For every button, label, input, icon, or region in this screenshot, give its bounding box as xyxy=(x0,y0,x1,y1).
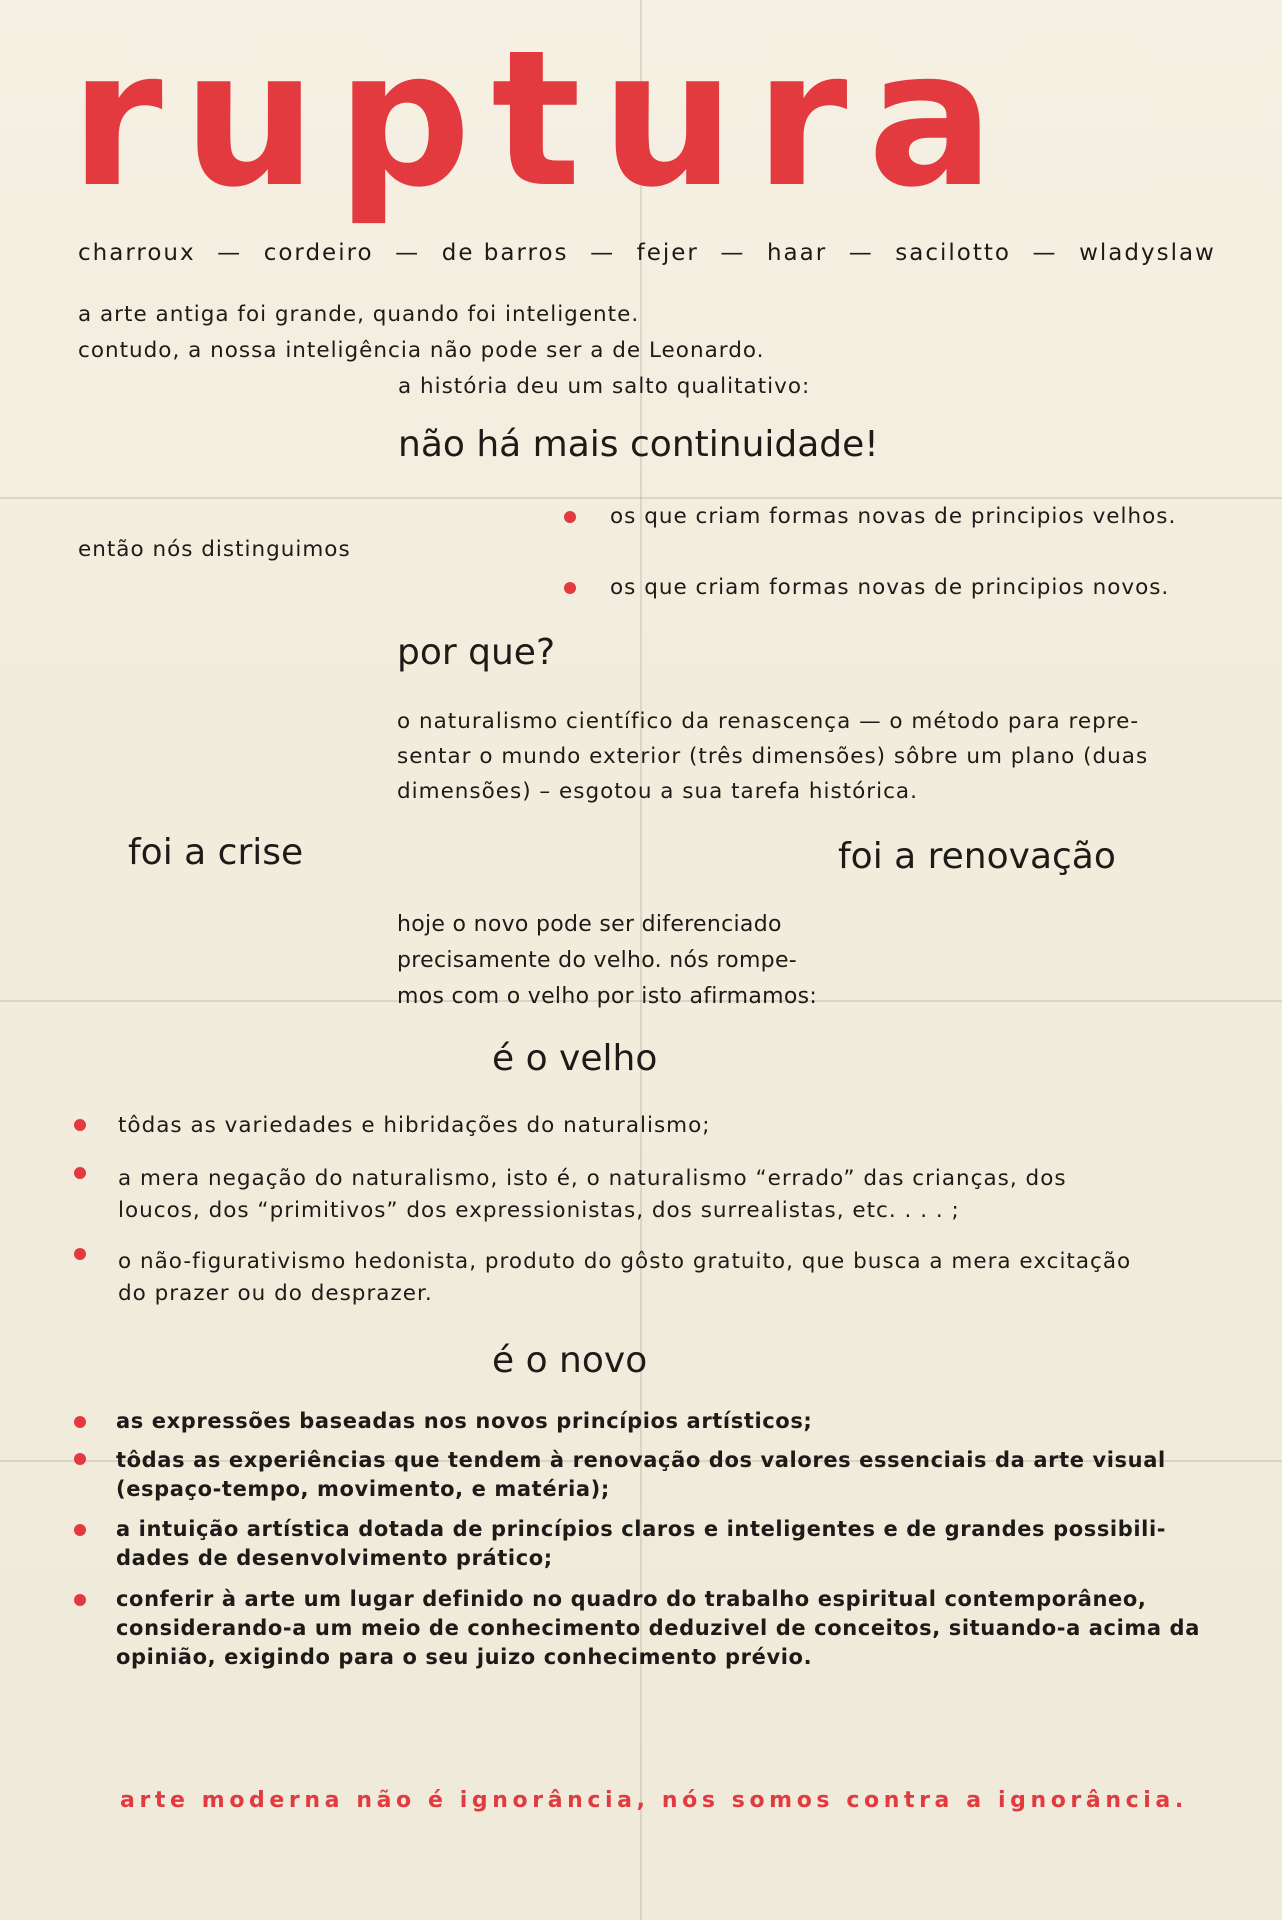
intro-line: contudo, a nossa inteligência não pode ser a de Leonardo. xyxy=(78,338,765,363)
artist-name: haar xyxy=(766,240,828,266)
artist-separator: — xyxy=(217,240,243,266)
new-item xyxy=(116,1446,1166,1504)
old-heading: é o velho xyxy=(492,1038,658,1079)
intro-line: a história deu um salto qualitativo: xyxy=(398,374,811,399)
artist-separator: — xyxy=(590,240,616,266)
artist-name: charroux xyxy=(78,240,196,266)
artist-separator: — xyxy=(1032,240,1058,266)
continuity-heading: não há mais continuidade! xyxy=(398,424,879,465)
old-item-line: o não-figurativismo hedonista, produto do gôsto gratuito, que busca a mera excitação xyxy=(118,1249,1132,1274)
artist-name: de barros xyxy=(441,240,569,266)
today-line: hoje o novo pode ser diferenciado xyxy=(397,912,782,937)
old-item xyxy=(118,1110,711,1142)
bullet-icon xyxy=(74,1524,86,1536)
why-line: o naturalismo científico da renascença — o método para repre- xyxy=(397,709,1140,734)
bullet-icon xyxy=(74,1167,86,1179)
new-item-line: dades de desenvolvimento prático; xyxy=(116,1546,553,1570)
intro-line: a arte antiga foi grande, quando foi inteligente. xyxy=(78,302,640,327)
distinguish-item: os que criam formas novas de principios velhos. xyxy=(610,504,1177,529)
new-item xyxy=(116,1585,1200,1672)
why-heading: por que? xyxy=(397,632,556,673)
old-item-line: loucos, dos “primitivos” dos expressionistas, dos surrealistas, etc. . . . ; xyxy=(118,1198,960,1223)
why-line: sentar o mundo exterior (três dimensões) sôbre um plano (duas xyxy=(397,744,1149,769)
bullet-icon xyxy=(564,582,576,594)
old-item-line: tôdas as variedades e hibridações do naturalismo; xyxy=(118,1113,711,1138)
bullet-icon xyxy=(74,1119,86,1131)
old-item xyxy=(118,1163,1067,1227)
artist-separator: — xyxy=(395,240,421,266)
artist-name: wladyslaw xyxy=(1079,240,1216,266)
new-item xyxy=(116,1515,1166,1573)
artist-name: fejer xyxy=(636,240,699,266)
footer-slogan: arte moderna não é ignorância, nós somos contra a ignorância. xyxy=(120,1788,1188,1813)
distinguish-label: então nós distinguimos xyxy=(78,537,351,562)
bullet-icon xyxy=(564,511,576,523)
new-item-line: considerando-a um meio de conhecimento deduzivel de conceitos, situando-a acima da xyxy=(116,1616,1200,1640)
why-line: dimensões) – esgotou a sua tarefa histórica. xyxy=(397,779,918,804)
artists-line xyxy=(78,240,1216,266)
today-line: mos com o velho por isto afirmamos: xyxy=(397,984,818,1009)
new-item-line: (espaço-tempo, movimento, e matéria); xyxy=(116,1477,610,1501)
artist-separator: — xyxy=(848,240,874,266)
distinguish-item: os que criam formas novas de principios novos. xyxy=(610,575,1170,600)
artist-name: cordeiro xyxy=(263,240,374,266)
bullet-icon xyxy=(74,1416,86,1428)
bullet-icon xyxy=(74,1453,86,1465)
new-item-line: as expressões baseadas nos novos princípios artísticos; xyxy=(116,1409,813,1433)
today-line: precisamente do velho. nós rompe- xyxy=(397,948,798,973)
new-item xyxy=(116,1405,812,1437)
crisis-heading: foi a crise xyxy=(128,832,304,873)
new-item-line: opinião, exigindo para o seu juizo conhecimento prévio. xyxy=(116,1645,813,1669)
bullet-icon xyxy=(74,1594,86,1606)
new-item-line: tôdas as experiências que tendem à renovação dos valores essenciais da arte visual xyxy=(116,1448,1166,1472)
new-heading: é o novo xyxy=(492,1340,648,1381)
artist-separator: — xyxy=(720,240,746,266)
old-item-line: do prazer ou do desprazer. xyxy=(118,1281,433,1306)
old-item-line: a mera negação do naturalismo, isto é, o naturalismo “errado” das crianças, dos xyxy=(118,1166,1067,1191)
renewal-heading: foi a renovação xyxy=(838,836,1116,877)
new-item-line: conferir à arte um lugar definido no quadro do trabalho espiritual contemporâneo, xyxy=(116,1587,1147,1611)
poster-title: ruptura xyxy=(70,10,1015,229)
new-item-line: a intuição artística dotada de princípios claros e inteligentes e de grandes possibili- xyxy=(116,1517,1167,1541)
old-item xyxy=(118,1246,1131,1310)
bullet-icon xyxy=(74,1248,86,1260)
artist-name: sacilotto xyxy=(895,240,1011,266)
